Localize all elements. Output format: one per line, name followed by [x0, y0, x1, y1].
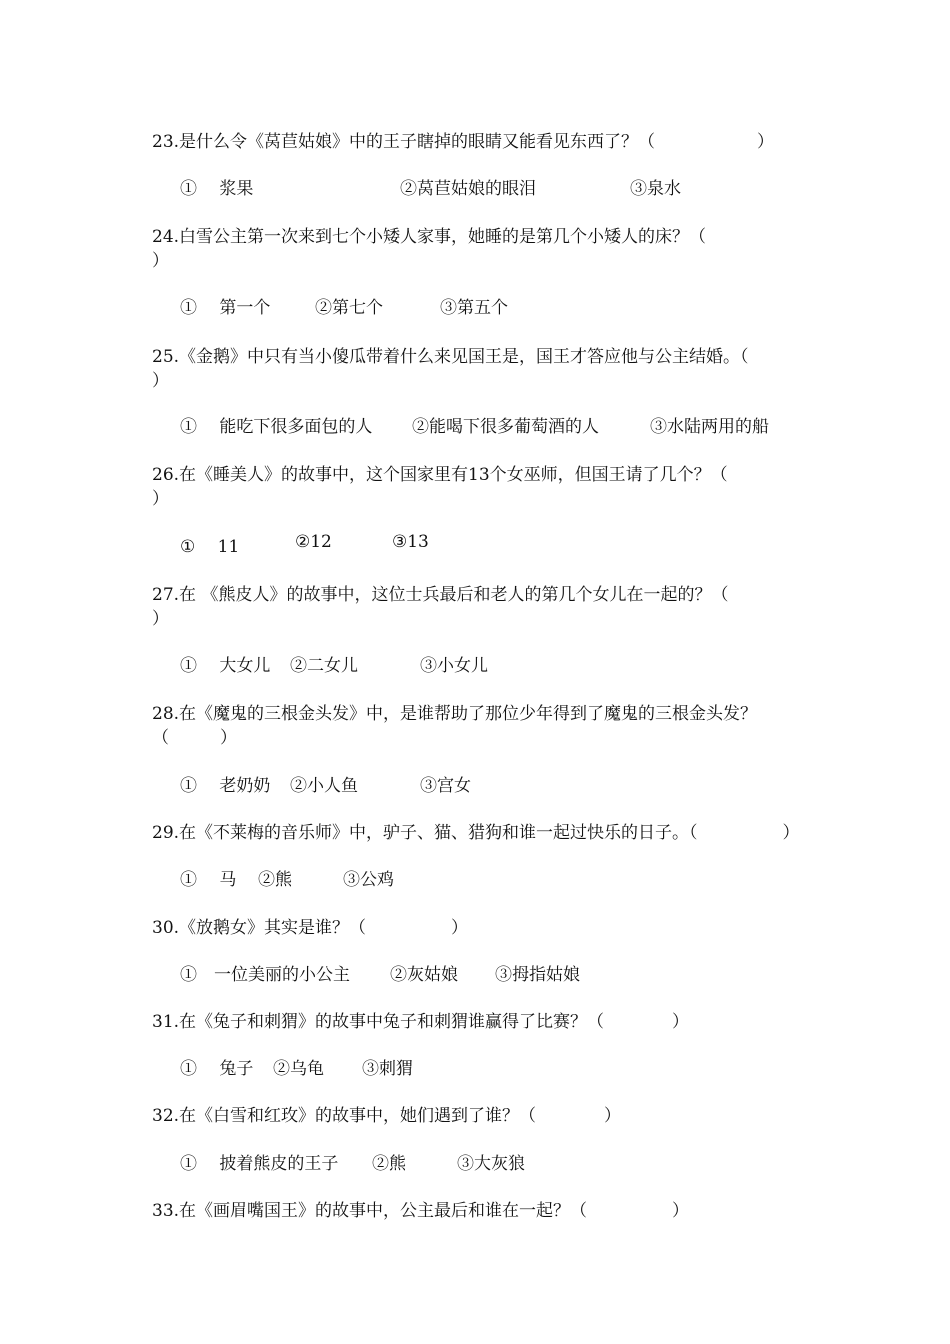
option-29-1: ① 马 [180, 870, 237, 890]
option-23-2: ②莴苣姑娘的眼泪 [400, 179, 536, 199]
question-28-cont: （ ） [152, 728, 237, 748]
question-26-cont: ） [152, 489, 169, 509]
option-30-2: ②灰姑娘 [390, 965, 458, 985]
question-33: 33.在《画眉嘴国王》的故事中，公主最后和谁在一起？（ ） [152, 1201, 690, 1221]
option-24-3: ③第五个 [440, 298, 508, 318]
question-25: 25.《金鹅》中只有当小傻瓜带着什么来见国王是，国王才答应他与公主结婚。（ [152, 347, 749, 367]
question-24: 24.白雪公主第一次来到七个小矮人家事，她睡的是第几个小矮人的床？（ [152, 227, 707, 247]
question-32: 32.在《白雪和红玫》的故事中，她们遇到了谁？（ ） [152, 1106, 622, 1126]
option-27-2: ②二女儿 [290, 656, 358, 676]
option-23-1: ① 浆果 [180, 179, 254, 199]
option-31-3: ③刺猬 [362, 1059, 413, 1079]
option-25-3: ③水陆两用的船 [650, 417, 769, 437]
option-26-2: ②12 [295, 532, 332, 552]
option-28-2: ②小人鱼 [290, 776, 358, 796]
option-31-1: ① 兔子 [180, 1059, 254, 1079]
question-28: 28.在《魔鬼的三根金头发》中，是谁帮助了那位少年得到了魔鬼的三根金头发？ [152, 704, 758, 724]
question-26: 26.在《睡美人》的故事中，这个国家里有13个女巫师，但国王请了几个？（ [152, 465, 728, 485]
option-27-3: ③小女儿 [420, 656, 488, 676]
question-27: 27.在 《熊皮人》的故事中，这位士兵最后和老人的第几个女儿在一起的？（ [152, 585, 729, 605]
question-25-cont: ） [152, 371, 169, 391]
option-24-1: ① 第一个 [180, 298, 271, 318]
option-23-3: ③泉水 [630, 179, 681, 199]
option-32-3: ③大灰狼 [457, 1154, 525, 1174]
option-31-2: ②乌龟 [273, 1059, 324, 1079]
question-23: 23.是什么令《莴苣姑娘》中的王子瞎掉的眼睛又能看见东西了？（ ） [152, 132, 775, 152]
option-29-2: ②熊 [258, 870, 292, 890]
option-29-3: ③公鸡 [343, 870, 394, 890]
question-30: 30.《放鹅女》其实是谁？（ ） [152, 918, 469, 938]
option-32-1: ① 披着熊皮的王子 [180, 1154, 339, 1174]
option-25-2: ②能喝下很多葡萄酒的人 [412, 417, 599, 437]
option-32-2: ②熊 [372, 1154, 406, 1174]
question-24-cont: ） [152, 251, 169, 271]
option-30-3: ③拇指姑娘 [495, 965, 580, 985]
option-24-2: ②第七个 [315, 298, 383, 318]
question-31: 31.在《兔子和刺猬》的故事中兔子和刺猬谁赢得了比赛？（ ） [152, 1012, 690, 1032]
option-28-1: ① 老奶奶 [180, 776, 271, 796]
option-26-3: ③13 [392, 532, 429, 552]
option-25-1: ① 能吃下很多面包的人 [180, 417, 373, 437]
option-26-1: ① 11 [180, 537, 240, 557]
question-29: 29.在《不莱梅的音乐师》中，驴子、猫、猎狗和谁一起过快乐的日子。（ ） [152, 823, 800, 843]
option-27-1: ① 大女儿 [180, 656, 271, 676]
option-30-1: ① 一位美丽的小公主 [180, 965, 350, 985]
question-27-cont: ） [152, 609, 169, 629]
option-28-3: ③宫女 [420, 776, 471, 796]
